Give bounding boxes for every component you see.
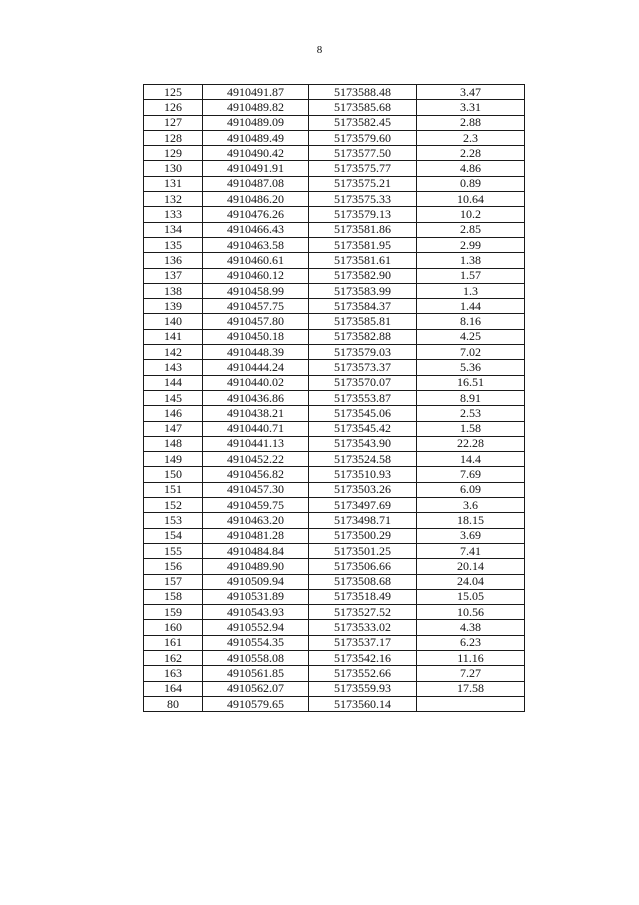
- x-coordinate-cell: 4910460.61: [203, 253, 309, 268]
- x-coordinate-cell: 4910554.35: [203, 635, 309, 650]
- point-number-cell: 141: [144, 329, 203, 344]
- y-coordinate-cell: 5173575.21: [309, 176, 417, 191]
- y-coordinate-cell: 5173582.88: [309, 329, 417, 344]
- point-number-cell: 138: [144, 283, 203, 298]
- table-row: [144, 696, 525, 711]
- y-coordinate-cell: 5173573.37: [309, 360, 417, 375]
- table-row: [144, 406, 525, 421]
- table-row: [144, 283, 525, 298]
- x-coordinate-cell: 4910457.80: [203, 314, 309, 329]
- table-row: [144, 161, 525, 176]
- y-coordinate-cell: 5173524.58: [309, 452, 417, 467]
- distance-cell: 24.04: [417, 574, 525, 589]
- table-row: [144, 436, 525, 451]
- point-number-cell: 143: [144, 360, 203, 375]
- point-number-cell: 153: [144, 513, 203, 528]
- point-number-cell: 144: [144, 375, 203, 390]
- table-row: [144, 650, 525, 665]
- x-coordinate-cell: 4910448.39: [203, 345, 309, 360]
- x-coordinate-cell: 4910458.99: [203, 283, 309, 298]
- x-coordinate-cell: 4910579.65: [203, 696, 309, 711]
- point-number-cell: 139: [144, 299, 203, 314]
- page-number: 8: [316, 44, 323, 56]
- distance-cell: 4.38: [417, 620, 525, 635]
- y-coordinate-cell: 5173582.45: [309, 115, 417, 130]
- distance-cell: 20.14: [417, 559, 525, 574]
- distance-cell: 7.69: [417, 467, 525, 482]
- table-row: [144, 559, 525, 574]
- table-row: [144, 253, 525, 268]
- distance-cell: 10.64: [417, 192, 525, 207]
- y-coordinate-cell: 5173585.68: [309, 100, 417, 115]
- point-number-cell: 163: [144, 666, 203, 681]
- point-number-cell: 160: [144, 620, 203, 635]
- distance-cell: 6.09: [417, 482, 525, 497]
- y-coordinate-cell: 5173552.66: [309, 666, 417, 681]
- distance-cell: 7.41: [417, 543, 525, 558]
- x-coordinate-cell: 4910438.21: [203, 406, 309, 421]
- table-row: [144, 237, 525, 252]
- point-number-cell: 129: [144, 146, 203, 161]
- y-coordinate-cell: 5173537.17: [309, 635, 417, 650]
- y-coordinate-cell: 5173579.13: [309, 207, 417, 222]
- point-number-cell: 150: [144, 467, 203, 482]
- y-coordinate-cell: 5173508.68: [309, 574, 417, 589]
- point-number-cell: 132: [144, 192, 203, 207]
- distance-cell: 1.44: [417, 299, 525, 314]
- x-coordinate-cell: 4910481.28: [203, 528, 309, 543]
- y-coordinate-cell: 5173498.71: [309, 513, 417, 528]
- table-row: [144, 467, 525, 482]
- x-coordinate-cell: 4910476.26: [203, 207, 309, 222]
- table-row: [144, 482, 525, 497]
- point-number-cell: 162: [144, 650, 203, 665]
- table-row: [144, 528, 525, 543]
- y-coordinate-cell: 5173581.95: [309, 237, 417, 252]
- distance-cell: 11.16: [417, 650, 525, 665]
- point-number-cell: 130: [144, 161, 203, 176]
- point-number-cell: 140: [144, 314, 203, 329]
- point-number-cell: 155: [144, 543, 203, 558]
- x-coordinate-cell: 4910531.89: [203, 589, 309, 604]
- x-coordinate-cell: 4910450.18: [203, 329, 309, 344]
- table-row: [144, 543, 525, 558]
- distance-cell: 5.36: [417, 360, 525, 375]
- x-coordinate-cell: 4910463.20: [203, 513, 309, 528]
- point-number-cell: 159: [144, 605, 203, 620]
- distance-cell: 7.27: [417, 666, 525, 681]
- y-coordinate-cell: 5173579.60: [309, 130, 417, 145]
- x-coordinate-cell: 4910444.24: [203, 360, 309, 375]
- y-coordinate-cell: 5173543.90: [309, 436, 417, 451]
- y-coordinate-cell: 5173553.87: [309, 390, 417, 405]
- x-coordinate-cell: 4910460.12: [203, 268, 309, 283]
- distance-cell: 3.6: [417, 498, 525, 513]
- point-number-cell: 142: [144, 345, 203, 360]
- x-coordinate-cell: 4910490.42: [203, 146, 309, 161]
- distance-cell: 3.47: [417, 85, 525, 100]
- table-row: [144, 574, 525, 589]
- table-row: [144, 130, 525, 145]
- y-coordinate-cell: 5173545.42: [309, 421, 417, 436]
- distance-cell: 4.86: [417, 161, 525, 176]
- table-row: [144, 192, 525, 207]
- coordinates-table-body: [144, 85, 525, 712]
- point-number-cell: 131: [144, 176, 203, 191]
- x-coordinate-cell: 4910489.09: [203, 115, 309, 130]
- point-number-cell: 148: [144, 436, 203, 451]
- distance-cell: 2.85: [417, 222, 525, 237]
- y-coordinate-cell: 5173579.03: [309, 345, 417, 360]
- point-number-cell: 161: [144, 635, 203, 650]
- x-coordinate-cell: 4910491.87: [203, 85, 309, 100]
- distance-cell: 4.25: [417, 329, 525, 344]
- y-coordinate-cell: 5173500.29: [309, 528, 417, 543]
- x-coordinate-cell: 4910543.93: [203, 605, 309, 620]
- x-coordinate-cell: 4910489.82: [203, 100, 309, 115]
- y-coordinate-cell: 5173581.61: [309, 253, 417, 268]
- table-row: [144, 421, 525, 436]
- table-row: [144, 100, 525, 115]
- table-row: [144, 176, 525, 191]
- distance-cell: 8.16: [417, 314, 525, 329]
- table-row: [144, 222, 525, 237]
- x-coordinate-cell: 4910457.30: [203, 482, 309, 497]
- table-row: [144, 513, 525, 528]
- y-coordinate-cell: 5173585.81: [309, 314, 417, 329]
- distance-cell: 22.28: [417, 436, 525, 451]
- coordinates-table: [143, 84, 525, 712]
- distance-cell: 2.53: [417, 406, 525, 421]
- distance-cell: 1.38: [417, 253, 525, 268]
- x-coordinate-cell: 4910440.71: [203, 421, 309, 436]
- y-coordinate-cell: 5173570.07: [309, 375, 417, 390]
- y-coordinate-cell: 5173503.26: [309, 482, 417, 497]
- y-coordinate-cell: 5173527.52: [309, 605, 417, 620]
- x-coordinate-cell: 4910484.84: [203, 543, 309, 558]
- distance-cell: [417, 696, 525, 711]
- distance-cell: 1.3: [417, 283, 525, 298]
- x-coordinate-cell: 4910489.49: [203, 130, 309, 145]
- x-coordinate-cell: 4910552.94: [203, 620, 309, 635]
- point-number-cell: 146: [144, 406, 203, 421]
- table-row: [144, 375, 525, 390]
- table-row: [144, 299, 525, 314]
- table-row: [144, 620, 525, 635]
- y-coordinate-cell: 5173575.77: [309, 161, 417, 176]
- point-number-cell: 126: [144, 100, 203, 115]
- point-number-cell: 151: [144, 482, 203, 497]
- y-coordinate-cell: 5173560.14: [309, 696, 417, 711]
- point-number-cell: 137: [144, 268, 203, 283]
- distance-cell: 10.56: [417, 605, 525, 620]
- y-coordinate-cell: 5173581.86: [309, 222, 417, 237]
- y-coordinate-cell: 5173575.33: [309, 192, 417, 207]
- x-coordinate-cell: 4910491.91: [203, 161, 309, 176]
- table-row: [144, 681, 525, 696]
- x-coordinate-cell: 4910441.13: [203, 436, 309, 451]
- distance-cell: 2.3: [417, 130, 525, 145]
- point-number-cell: 147: [144, 421, 203, 436]
- point-number-cell: 157: [144, 574, 203, 589]
- x-coordinate-cell: 4910487.08: [203, 176, 309, 191]
- table-row: [144, 635, 525, 650]
- table-row: [144, 329, 525, 344]
- y-coordinate-cell: 5173577.50: [309, 146, 417, 161]
- y-coordinate-cell: 5173582.90: [309, 268, 417, 283]
- x-coordinate-cell: 4910486.20: [203, 192, 309, 207]
- table-row: [144, 452, 525, 467]
- table-row: [144, 115, 525, 130]
- x-coordinate-cell: 4910558.08: [203, 650, 309, 665]
- distance-cell: 15.05: [417, 589, 525, 604]
- point-number-cell: 136: [144, 253, 203, 268]
- point-number-cell: 149: [144, 452, 203, 467]
- y-coordinate-cell: 5173506.66: [309, 559, 417, 574]
- x-coordinate-cell: 4910466.43: [203, 222, 309, 237]
- x-coordinate-cell: 4910436.86: [203, 390, 309, 405]
- x-coordinate-cell: 4910463.58: [203, 237, 309, 252]
- y-coordinate-cell: 5173545.06: [309, 406, 417, 421]
- x-coordinate-cell: 4910452.22: [203, 452, 309, 467]
- point-number-cell: 152: [144, 498, 203, 513]
- x-coordinate-cell: 4910509.94: [203, 574, 309, 589]
- table-row: [144, 589, 525, 604]
- x-coordinate-cell: 4910562.07: [203, 681, 309, 696]
- table-row: [144, 666, 525, 681]
- table-row: [144, 498, 525, 513]
- table-row: [144, 268, 525, 283]
- distance-cell: 17.58: [417, 681, 525, 696]
- x-coordinate-cell: 4910456.82: [203, 467, 309, 482]
- x-coordinate-cell: 4910459.75: [203, 498, 309, 513]
- point-number-cell: 145: [144, 390, 203, 405]
- distance-cell: 3.31: [417, 100, 525, 115]
- y-coordinate-cell: 5173559.93: [309, 681, 417, 696]
- table-row: [144, 85, 525, 100]
- table-row: [144, 314, 525, 329]
- distance-cell: 18.15: [417, 513, 525, 528]
- distance-cell: 2.28: [417, 146, 525, 161]
- x-coordinate-cell: 4910561.85: [203, 666, 309, 681]
- distance-cell: 1.58: [417, 421, 525, 436]
- table-row: [144, 390, 525, 405]
- y-coordinate-cell: 5173588.48: [309, 85, 417, 100]
- y-coordinate-cell: 5173497.69: [309, 498, 417, 513]
- y-coordinate-cell: 5173542.16: [309, 650, 417, 665]
- table-row: [144, 360, 525, 375]
- y-coordinate-cell: 5173501.25: [309, 543, 417, 558]
- distance-cell: 14.4: [417, 452, 525, 467]
- distance-cell: 8.91: [417, 390, 525, 405]
- y-coordinate-cell: 5173510.93: [309, 467, 417, 482]
- distance-cell: 7.02: [417, 345, 525, 360]
- point-number-cell: 128: [144, 130, 203, 145]
- table-row: [144, 605, 525, 620]
- distance-cell: 10.2: [417, 207, 525, 222]
- point-number-cell: 125: [144, 85, 203, 100]
- distance-cell: 3.69: [417, 528, 525, 543]
- point-number-cell: 133: [144, 207, 203, 222]
- x-coordinate-cell: 4910489.90: [203, 559, 309, 574]
- point-number-cell: 158: [144, 589, 203, 604]
- table-row: [144, 207, 525, 222]
- distance-cell: 6.23: [417, 635, 525, 650]
- point-number-cell: 156: [144, 559, 203, 574]
- y-coordinate-cell: 5173583.99: [309, 283, 417, 298]
- distance-cell: 1.57: [417, 268, 525, 283]
- point-number-cell: 135: [144, 237, 203, 252]
- distance-cell: 2.88: [417, 115, 525, 130]
- distance-cell: 16.51: [417, 375, 525, 390]
- point-number-cell: 127: [144, 115, 203, 130]
- point-number-cell: 164: [144, 681, 203, 696]
- point-number-cell: 134: [144, 222, 203, 237]
- point-number-cell: 154: [144, 528, 203, 543]
- x-coordinate-cell: 4910457.75: [203, 299, 309, 314]
- x-coordinate-cell: 4910440.02: [203, 375, 309, 390]
- distance-cell: 0.89: [417, 176, 525, 191]
- distance-cell: 2.99: [417, 237, 525, 252]
- table-row: [144, 345, 525, 360]
- point-number-cell: 80: [144, 696, 203, 711]
- y-coordinate-cell: 5173584.37: [309, 299, 417, 314]
- y-coordinate-cell: 5173518.49: [309, 589, 417, 604]
- y-coordinate-cell: 5173533.02: [309, 620, 417, 635]
- table-row: [144, 146, 525, 161]
